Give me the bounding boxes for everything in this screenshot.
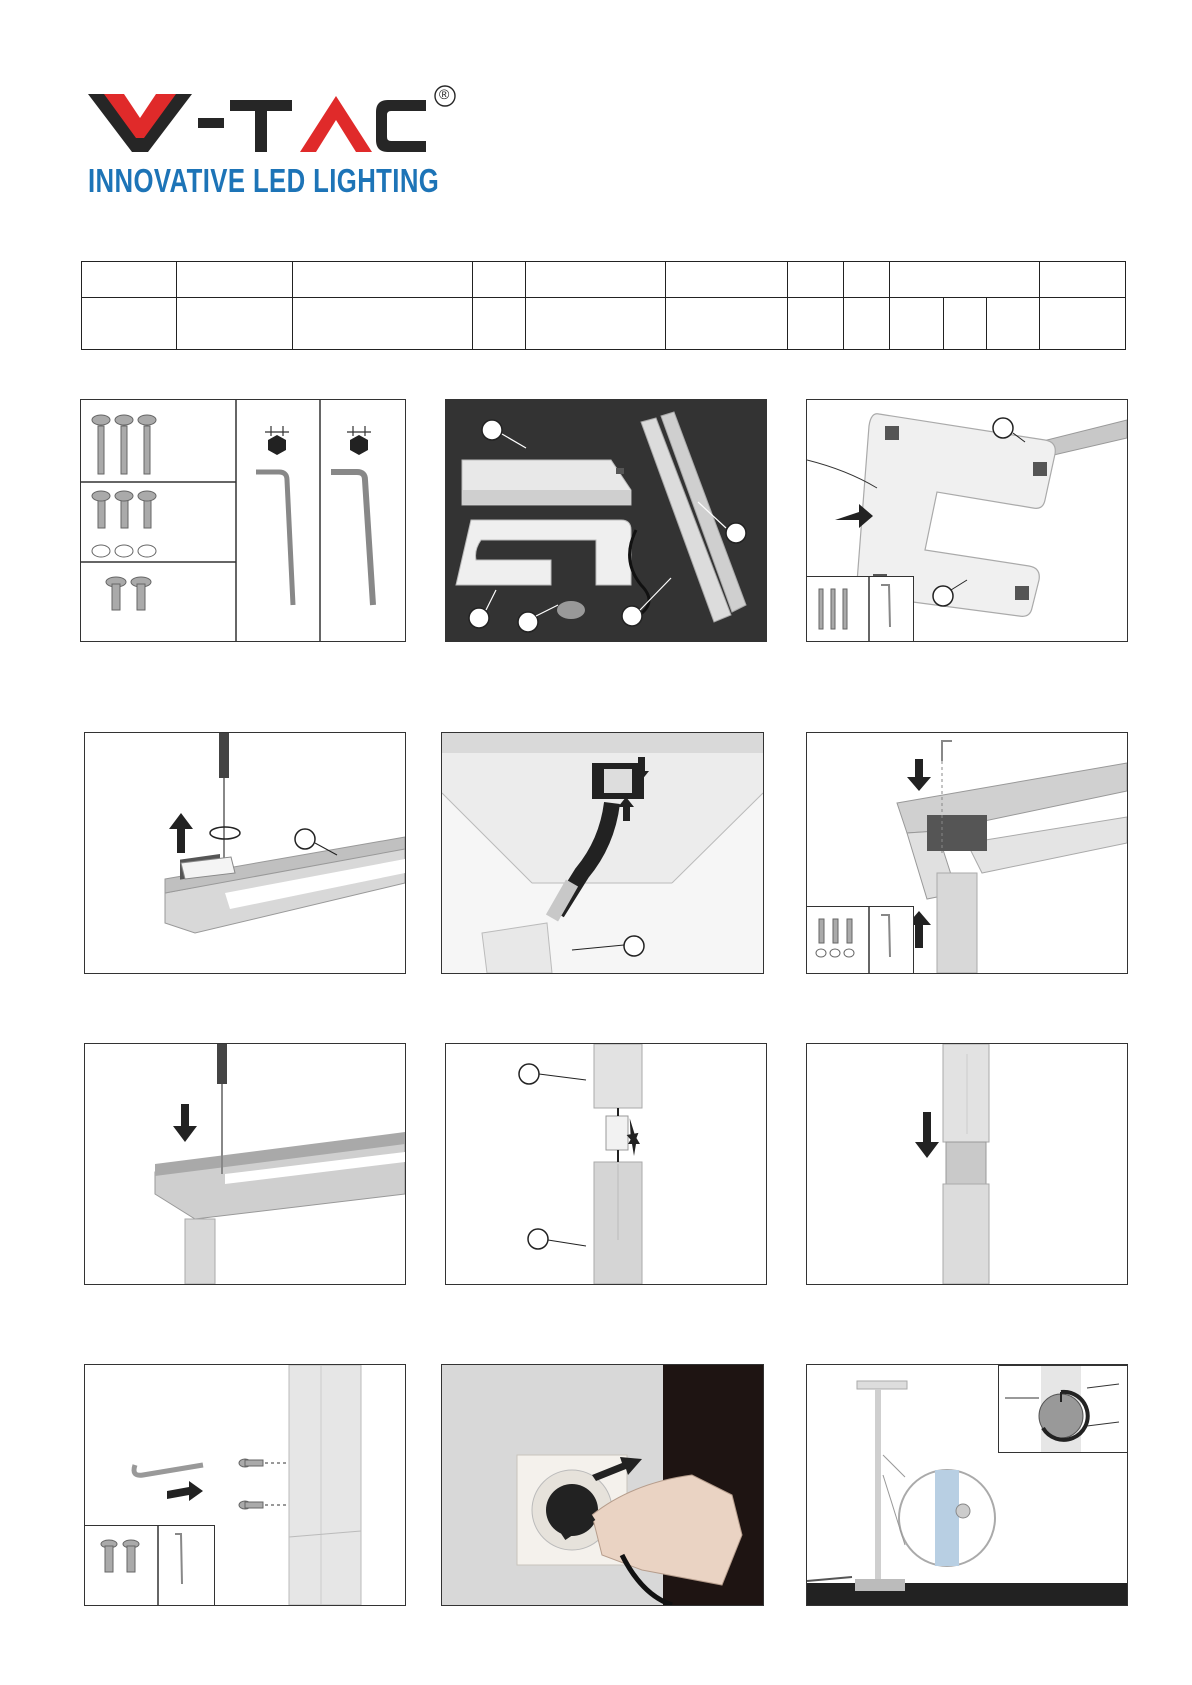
spec-cell <box>665 298 787 350</box>
step-3-base-panel <box>806 399 1128 642</box>
spec-cell <box>292 298 472 350</box>
spec-cell <box>787 298 843 350</box>
spec-cell <box>82 262 177 298</box>
spec-cell <box>986 298 1040 350</box>
step-12-panel <box>806 1364 1128 1606</box>
spec-cell <box>843 262 890 298</box>
step-9-panel <box>806 1043 1128 1285</box>
spec-cell <box>292 262 472 298</box>
step-6-parts-inset <box>806 906 914 974</box>
step-4-panel <box>84 732 406 974</box>
spec-cell <box>177 298 292 350</box>
step-10-parts-inset <box>84 1525 215 1606</box>
hex-key-icon <box>331 426 373 605</box>
spec-cell <box>526 298 665 350</box>
v-tac-logo-mark <box>88 82 468 162</box>
spec-cell <box>526 262 665 298</box>
step-1-hardware-panel <box>80 399 406 642</box>
step-12-knob-inset <box>998 1365 1128 1453</box>
spec-value-row <box>82 298 1126 350</box>
bolt-washer-icon <box>92 491 156 557</box>
short-screw-icon <box>106 577 151 610</box>
spec-cell <box>177 262 292 298</box>
spec-cell <box>472 262 526 298</box>
spec-cell <box>1040 262 1126 298</box>
step-11-panel <box>441 1364 764 1606</box>
spec-cell <box>82 298 177 350</box>
step-8-panel <box>445 1043 767 1285</box>
step-10-panel <box>84 1364 406 1606</box>
step-7-panel <box>84 1043 406 1285</box>
registered-mark: ® <box>439 86 450 102</box>
hex-key-icon <box>256 426 293 605</box>
long-screw-icon <box>92 415 156 474</box>
spec-cell <box>1040 298 1126 350</box>
spec-cell <box>787 262 843 298</box>
spec-cell <box>843 298 890 350</box>
brand-tagline: INNOVATIVE LED LIGHTING <box>88 162 440 199</box>
spec-cell <box>890 298 944 350</box>
step-3-parts-inset <box>806 576 914 642</box>
spec-cell <box>665 262 787 298</box>
spec-cell <box>472 298 526 350</box>
step-6-panel <box>806 732 1128 974</box>
step-2-contents-photo <box>445 399 767 642</box>
spec-header-row <box>82 262 1126 298</box>
spec-table <box>81 261 1126 350</box>
spec-cell <box>943 298 986 350</box>
spec-cell <box>890 262 1040 298</box>
step-5-panel <box>441 732 764 974</box>
